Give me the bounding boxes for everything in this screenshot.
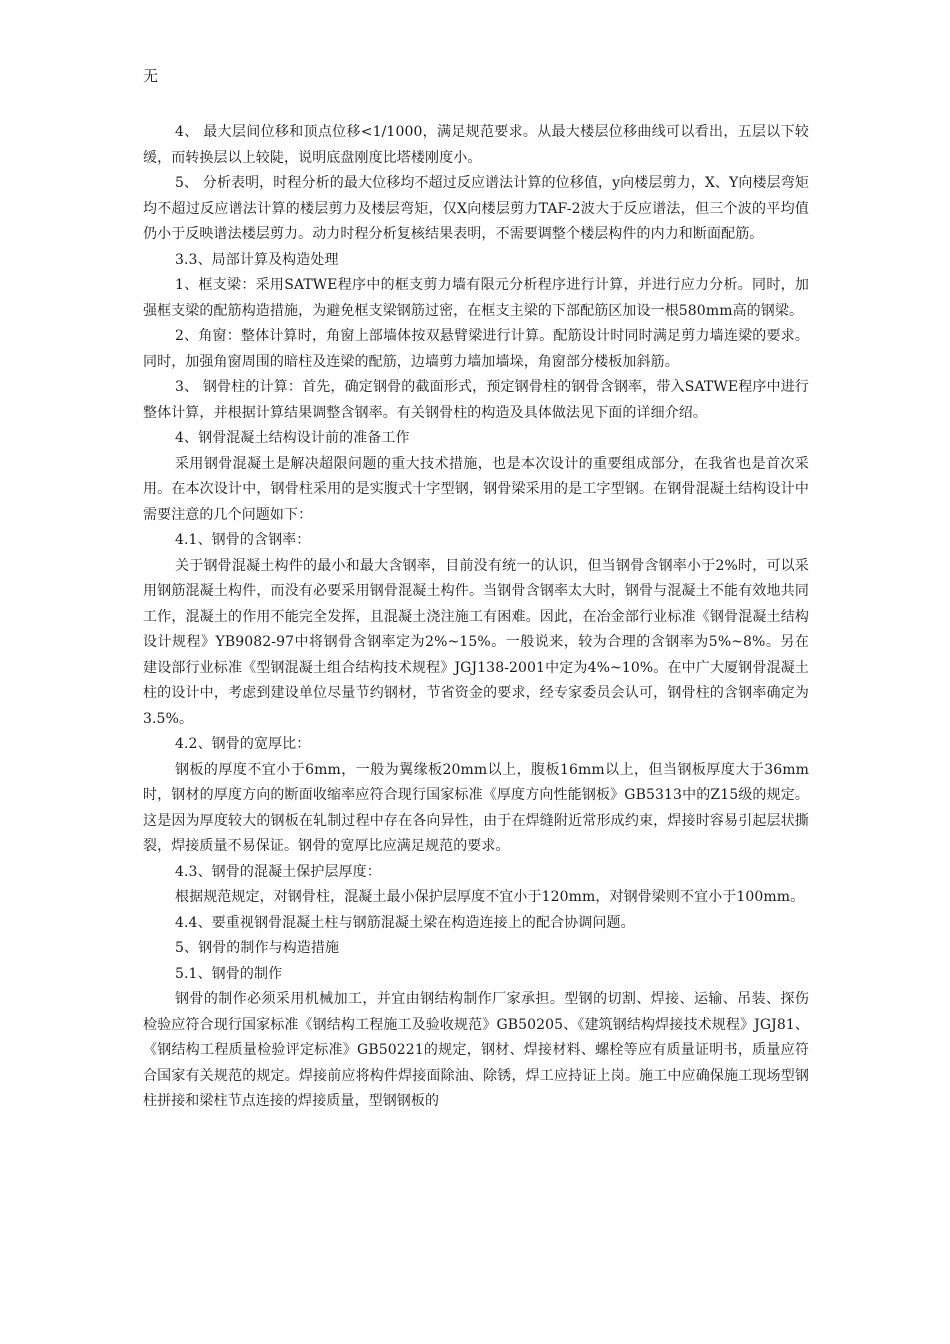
section-heading-3-3: 3.3、局部计算及构造处理 [175,251,339,268]
document-body [143,120,809,1115]
page-header: 无 [143,67,159,85]
section-heading-4-2: 4.2、钢骨的宽厚比： [175,736,311,752]
paragraph-steel-ratio: 关于钢骨混凝土构件的最小和最大含钢率，目前没有统一的认识，但当钢骨含钢率小于2%时，可以采用钢筋混凝土构件，而没有必要采用钢骨混凝土构件。当钢骨含钢率太大时，钢骨与混凝土不能有效地共同工作，混凝土的作用不能完全发挥，且混凝土浇注施工有困难。因此，在冶金部行业标准《钢骨混凝土结构设计规程》YB9082-97中将钢骨含钢率定为2%~15%。一般说来，较为合理的含钢率为5%~8%。另在建设部行业标准《型钢混凝土组合结构技术规程》JGJ138-2001中定为4%~10%。在中广大厦钢骨混凝土柱的设计中，考虑到建设单位尽量节约钢材，节省资金的要求，经专家委员会认可，钢骨柱的含钢率确定为3.5%。 [143,557,809,727]
paragraph-cover-thickness: 根据规范规定，对钢骨柱，混凝土最小保护层厚度不宜小于120mm，对钢骨梁则不宜小于100mm。 [175,889,805,905]
paragraph-item-4-4: 4.4、要重视钢骨混凝土柱与钢筋混凝土梁在构造连接上的配合协调问题。 [175,914,635,931]
section-heading-4-3: 4.3、钢骨的混凝土保护层厚度： [175,863,381,880]
paragraph-item-5-time-history: 5、 分析表明，时程分析的最大位移均不超过反应谱法计算的位移值，y向楼层剪力，X、Y向楼层弯矩均不超过反应谱法计算的楼层剪力及楼层弯矩，仅X向楼层剪力TAF-2波大于反应谱法，但三个波的平均值仍小于反映谱法楼层剪力。动力时程分析复核结果表明，不需要调整个楼层构件的内力和断面配筋。 [143,175,809,242]
paragraph-transfer-beam: 1、框支梁：采用SATWE程序中的框支剪力墙有限元分析程序进行计算，并进行应力分析。同时，加强框支梁的配筋构造措施，为避免框支梁钢筋过密，在框支主梁的下部配筋区加设一根580mm高的钢梁。 [143,277,809,319]
section-heading-5-1: 5.1、钢骨的制作 [175,965,283,982]
paragraph-fabrication: 钢骨的制作必须采用机械加工，并宜由钢结构制作厂家承担。型钢的切割、焊接、运输、吊装、探伤检验应符合现行国家标准《钢结构工程施工及验收规范》GB50205、《建筑钢结构焊接技术规程》JGJ81、《钢结构工程质量检验评定标准》GB50221的规定，钢材、焊接材料、螺栓等应有质量证明书，质量应符合国家有关规范的规定。焊接前应将构件焊接面除油、除锈，焊工应持证上岗。施工中应确保施工现场型钢柱拼接和梁柱节点连接的焊接质量，型钢钢板的 [143,991,809,1109]
paragraph-width-thickness: 钢板的厚度不宜小于6mm，一般为翼缘板20mm以上，腹板16mm以上，但当钢板厚度大于36mm时，钢材的厚度方向的断面收缩率应符合现行国家标准《厚度方向性能钢板》GB5313中的Z15级的规定。这是因为厚度较大的钢板在轧制过程中存在各向异性，由于在焊缝附近常形成约束，焊接时容易引起层状撕裂，焊接质量不易保证。钢骨的宽厚比应满足规范的要求。 [143,761,809,854]
section-heading-5: 5、钢骨的制作与构造措施 [175,940,340,956]
paragraph-src-intro: 采用钢骨混凝土是解决超限问题的重大技术措施，也是本次设计的重要组成部分，在我省也是首次采用。在本次设计中，钢骨柱采用的是实腹式十字型钢，钢骨梁采用的是工字型钢。在钢骨混凝土结构设计中需要注意的几个问题如下： [143,455,809,523]
paragraph-steel-column-calc: 3、 钢骨柱的计算：首先，确定钢骨的截面形式，预定钢骨柱的钢骨含钢率，带入SATWE程序中进行整体计算，并根据计算结果调整含钢率。有关钢骨柱的构造及具体做法见下面的详细介绍。 [143,379,809,421]
paragraph-item-4-displacement: 4、 最大层间位移和顶点位移<1/1000，满足规范要求。从最大楼层位移曲线可以看出，五层以下较缓，而转换层以上较陡，说明底盘刚度比塔楼刚度小。 [143,124,809,166]
section-heading-4: 4、钢骨混凝土结构设计前的准备工作 [175,430,410,446]
paragraph-corner-window: 2、角窗：整体计算时，角窗上部墙体按双悬臂梁进行计算。配筋设计时同时满足剪力墙连梁的要求。同时，加强角窗周围的暗柱及连梁的配筋，边墙剪力墙加墙垛，角窗部分楼板加斜筋。 [143,328,809,370]
section-heading-4-1: 4.1、钢骨的含钢率： [175,532,311,548]
